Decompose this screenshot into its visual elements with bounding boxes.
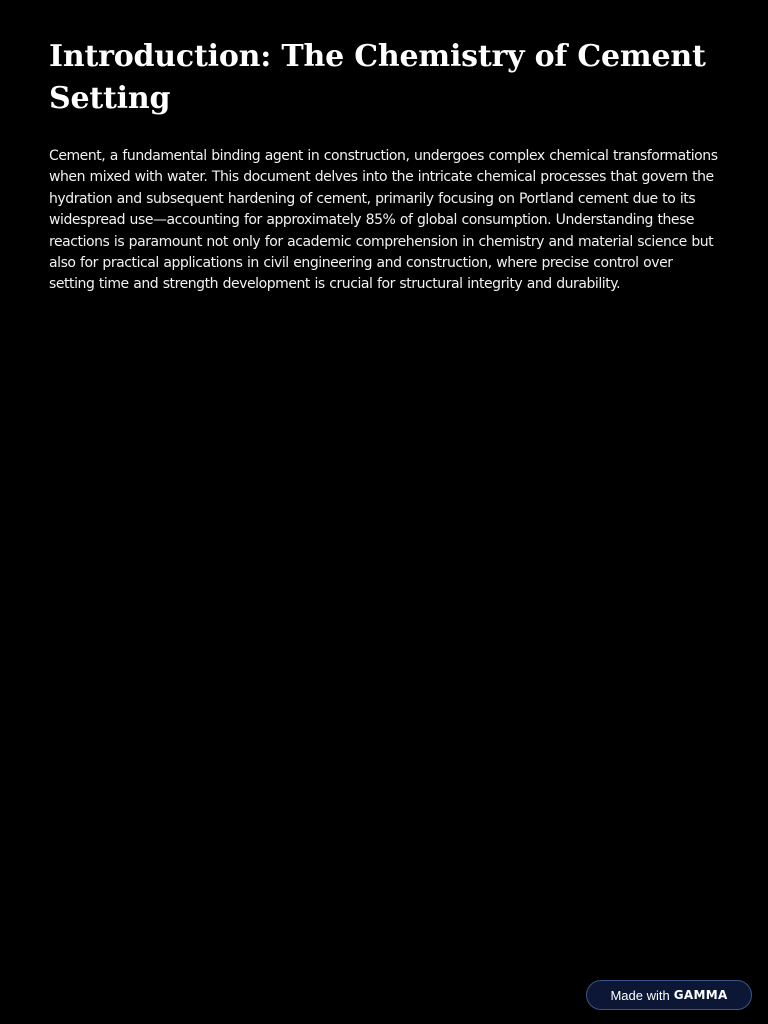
badge-prefix-label: Made with (610, 987, 670, 1003)
made-with-gamma-badge[interactable] (586, 980, 752, 1010)
intro-paragraph: Cement, a fundamental binding agent in construction, undergoes complex chemical transformations when mixed with water. This document delves into the intricate chemical processes that govern the hydration and subsequent hardening of cement, primarily focusing on Portland cement due to its widespread use—accounting for approximately 85% of global consumption. Understanding these reactions is paramount not only for academic comprehension in chemistry and material science but also for practical applications in civil engineering and construction, where precise control over setting time and strength development is crucial for structural integrity and durability. (49, 148, 718, 293)
page-title: Introduction: The Chemistry of Cement Setting (49, 39, 706, 116)
document-content (49, 36, 721, 296)
gamma-logo: GAMMA (673, 988, 728, 1002)
